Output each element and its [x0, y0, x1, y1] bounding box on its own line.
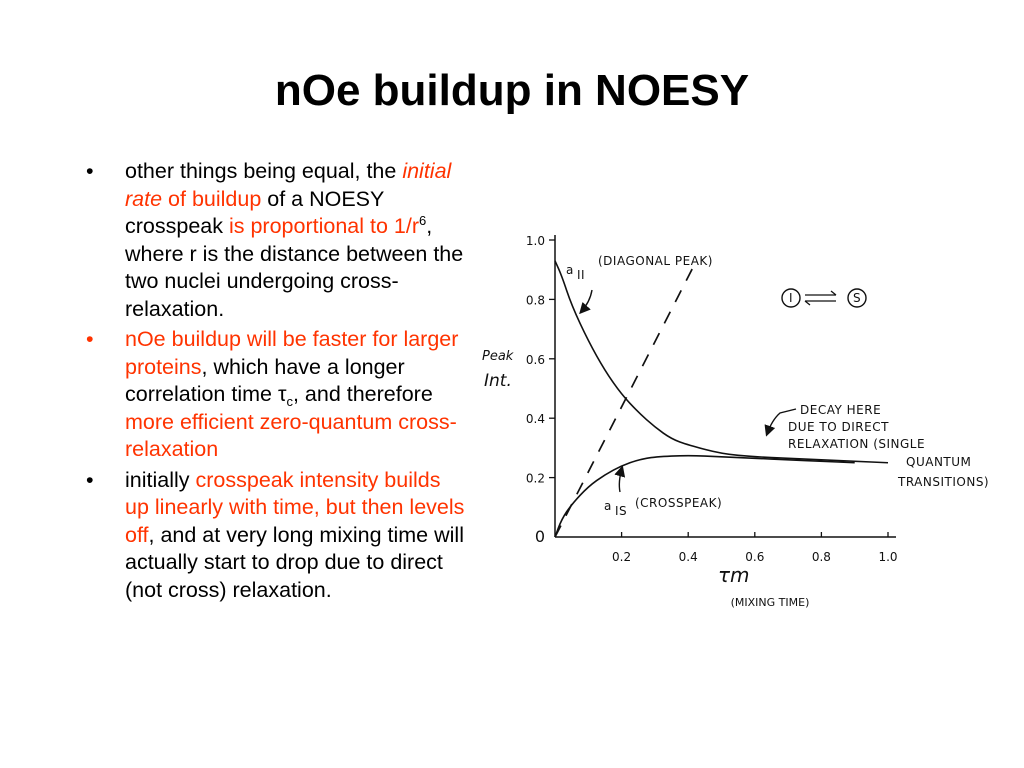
x-axis-note: (MIXING TIME)	[730, 596, 810, 609]
decay-note-line3: RELAXATION (SINGLE	[788, 437, 926, 451]
y-tick-label: 0.8	[525, 293, 545, 308]
bullet-text-segment: , where r is the distance between the two nuclei undergoing cross-relaxation.	[125, 214, 464, 321]
crosspeak-label: a	[604, 499, 612, 513]
diag-peak-note: (DIAGONAL PEAK)	[598, 254, 713, 268]
bullet-text-segment: other things being equal, the	[125, 159, 403, 183]
bullet-marker: •	[86, 467, 94, 492]
bullet-marker: •	[86, 159, 94, 183]
slide-title: nOe buildup in NOESY	[274, 66, 750, 115]
diag-peak-arrow	[581, 290, 592, 312]
spin-i-label: I	[788, 291, 794, 305]
bullet-text-segment: τ	[277, 382, 287, 406]
bullet-text-segment: nOe buildup will be faster for larger proteins	[125, 327, 459, 379]
bullet-marker: •	[86, 327, 94, 351]
x-tick-label: 0.4	[678, 550, 698, 564]
spin-s-label: S	[852, 291, 862, 305]
bullet-text-segment: c	[286, 394, 293, 409]
bullet-text-segment: of a NOESY crosspeak	[125, 186, 384, 238]
bullet-text-segment: of buildup	[162, 186, 262, 211]
annotations	[566, 254, 989, 518]
x-tick-label: 0.2	[612, 550, 632, 564]
x-tick-label: 0.8	[811, 550, 831, 564]
y-tick-label: 1.0	[525, 234, 545, 248]
bullet-text-segment: initial rate	[125, 159, 452, 211]
y-tick-label: 0.4	[525, 412, 545, 427]
y-tick-label: 0.6	[525, 352, 545, 367]
decay-note-line5: TRANSITIONS)	[898, 475, 990, 489]
bullet-text-segment: , which have a longer correlation time	[125, 354, 405, 406]
crosspeak-arrow	[619, 468, 622, 492]
decay-note-line2: DUE TO DIRECT	[788, 420, 889, 434]
y-axis-label-line2: Int.	[484, 371, 512, 391]
exchange-forward-arrow	[805, 291, 836, 295]
bullet-list	[86, 158, 470, 607]
bullet-text-segment: 6	[418, 213, 427, 228]
chart	[470, 220, 1010, 620]
bullet-text-segment: more efficient zero-quantum cross-relaxation	[125, 409, 457, 461]
diag-peak-label: a	[566, 263, 574, 277]
crosspeak-note: (CROSSPEAK)	[635, 496, 723, 510]
bullet-text-segment: , and at very long mixing time will actually start to drop due to direct (not cross) relaxation.	[125, 522, 464, 602]
noesy-buildup-plot	[470, 220, 1010, 620]
exchange-backward-arrow	[805, 301, 836, 305]
bullet-item	[86, 158, 470, 323]
decay-note-line1: DECAY HERE	[800, 403, 882, 417]
bullet-item	[86, 326, 470, 464]
crosspeak-subscript: IS	[615, 504, 628, 518]
bullet-text-segment: is proportional to 1/r	[228, 214, 419, 238]
bullet-text-segment: initially	[125, 467, 196, 492]
y-axis-label-line1: Peak	[482, 349, 514, 364]
bullet-item	[86, 467, 470, 605]
x-tick-label: 0.6	[745, 550, 765, 564]
y-tick-label: 0	[534, 527, 545, 546]
bullet-text-segment: crosspeak intensity builds up linearly with time, but then levels off	[125, 467, 465, 547]
diag-peak-subscript: II	[577, 268, 586, 282]
decay-note-line4: QUANTUM	[906, 455, 972, 469]
x-axis-label: τm	[718, 563, 750, 587]
bullet-text-segment: , and therefore	[292, 382, 433, 406]
x-tick-label: 1.0	[878, 550, 898, 564]
y-tick-label: 0.2	[525, 471, 545, 486]
